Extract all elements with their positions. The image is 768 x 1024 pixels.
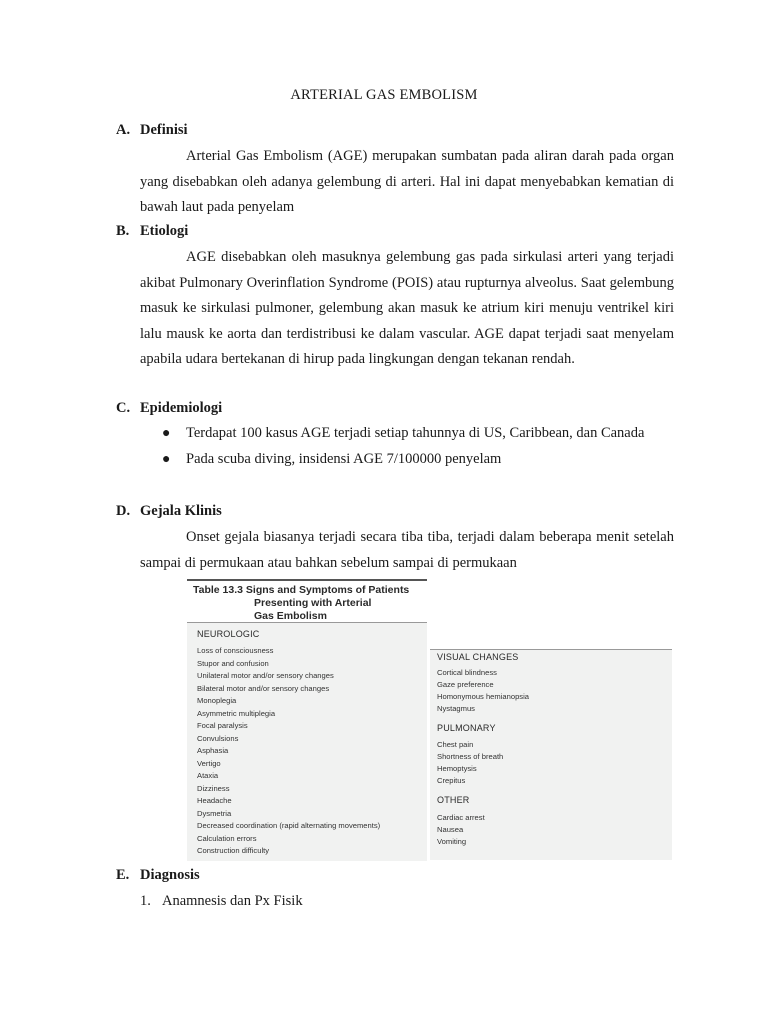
- table-caption: Table 13.3 Signs and Symptoms of Patients Presenting with Arterial Gas Embolism: [187, 579, 427, 623]
- table-item: Crepitus: [437, 776, 466, 785]
- symptoms-table-left: [187, 579, 427, 861]
- diagnosis-item-text: Anamnesis dan Px Fisik: [162, 893, 303, 909]
- table-item: Stupor and confusion: [197, 658, 269, 668]
- bullet-icon: ●: [162, 426, 171, 441]
- table-item: Shortness of breath: [437, 752, 504, 761]
- table-item: Convulsions: [197, 733, 239, 743]
- table-item: Ataxia: [197, 771, 219, 780]
- table-item: Decreased coordination (rapid alternating movements): [197, 821, 381, 830]
- pulmonary-heading: PULMONARY: [437, 723, 496, 733]
- section-d-letter: D.: [116, 503, 131, 519]
- table-item: Bilateral motor and/or sensory changes: [197, 683, 330, 693]
- table-item: Loss of consciousness: [197, 646, 274, 655]
- table-item: Focal paralysis: [197, 721, 248, 730]
- table-item: Vertigo: [197, 758, 221, 768]
- section-e-heading: [116, 867, 200, 884]
- list-item: ● Pada scuba diving, insidensi AGE 7/100000 penyelam: [140, 447, 674, 473]
- table-item: Dysmetria: [197, 808, 232, 818]
- table-item: Homonymous hemianopsia: [437, 692, 530, 701]
- visual-changes-heading: VISUAL CHANGES: [437, 652, 519, 662]
- section-a-letter: A.: [116, 122, 131, 138]
- table-item: Cortical blindness: [437, 668, 497, 677]
- section-a-heading: [116, 122, 188, 139]
- table-item: Cardiac arrest: [437, 813, 485, 822]
- table-item: Chest pain: [437, 740, 474, 749]
- table-item: Hemoptysis: [437, 764, 477, 773]
- bullet-icon: ●: [162, 451, 171, 467]
- epidemiology-list: [140, 421, 674, 472]
- section-c-title: Epidemiologi: [140, 400, 223, 416]
- table-item: Asymmetric multiplegia: [197, 708, 276, 718]
- symptoms-table-right: [430, 649, 672, 860]
- section-d-heading: [116, 503, 222, 520]
- document-title: ARTERIAL GAS EMBOLISM: [290, 87, 478, 103]
- table-item: Unilateral motor and/or sensory changes: [197, 671, 334, 680]
- neurologic-heading: NEUROLOGIC: [197, 629, 260, 639]
- section-a-text: Arterial Gas Embolism (AGE) merupakan sumbatan pada aliran darah pada organ yang disebabkan oleh adanya gelembung di arteri. Hal ini dapat menyebabkan kematian di bawah laut pada penyelam: [140, 148, 674, 216]
- section-a-title: Definisi: [140, 122, 188, 138]
- table-item: Construction difficulty: [197, 846, 270, 855]
- section-c-heading: [116, 400, 222, 417]
- diagnosis-item: [140, 893, 303, 910]
- section-b-title: Etiologi: [140, 223, 189, 239]
- table-item: Vomiting: [437, 837, 467, 846]
- table-item: Monoplegia: [197, 696, 237, 705]
- table-item: Gaze preference: [437, 680, 494, 689]
- table-item: Calculation errors: [197, 833, 257, 843]
- table-item: Nystagmus: [437, 704, 475, 713]
- other-heading: OTHER: [437, 795, 470, 805]
- table-item: Dizziness: [197, 783, 230, 793]
- table-item: Headache: [197, 796, 232, 805]
- section-e-title: Diagnosis: [140, 867, 200, 883]
- section-b-text: AGE disebabkan oleh masuknya gelembung gas pada sirkulasi arteri yang terjadi akibat Pulmonary Overinflation Syndrome (POIS) atau rupturnya alveolus. Saat gelembung masuk ke sirkulasi pulmoner, gelembung akan masuk ke atrium kiri menuju ventrikel kiri lalu mausk ke aorta dan terdistribusi ke dalam vascular. AGE dapat terjadi saat menyelam apabila udara bertekanan di hirup pada lingkungan dengan tekanan rendah.: [140, 249, 674, 368]
- list-item: ● Terdapat 100 kasus AGE terjadi setiap tahunnya di US, Caribbean, dan Canada: [140, 421, 674, 447]
- section-b-heading: [116, 223, 188, 240]
- section-d-text: Onset gejala biasanya terjadi secara tiba tiba, terjadi dalam beberapa menit setelah sampai di permukaan atau bahkan sebelum sampai di permukaan: [140, 529, 674, 571]
- section-c-letter: C.: [116, 400, 131, 416]
- table-item: Asphasia: [197, 746, 229, 755]
- section-b-letter: B.: [116, 223, 130, 239]
- table-item: Nausea: [437, 825, 464, 834]
- section-d-title: Gejala Klinis: [140, 503, 222, 519]
- diagnosis-item-number: 1.: [140, 893, 151, 909]
- section-e-letter: E.: [116, 867, 130, 883]
